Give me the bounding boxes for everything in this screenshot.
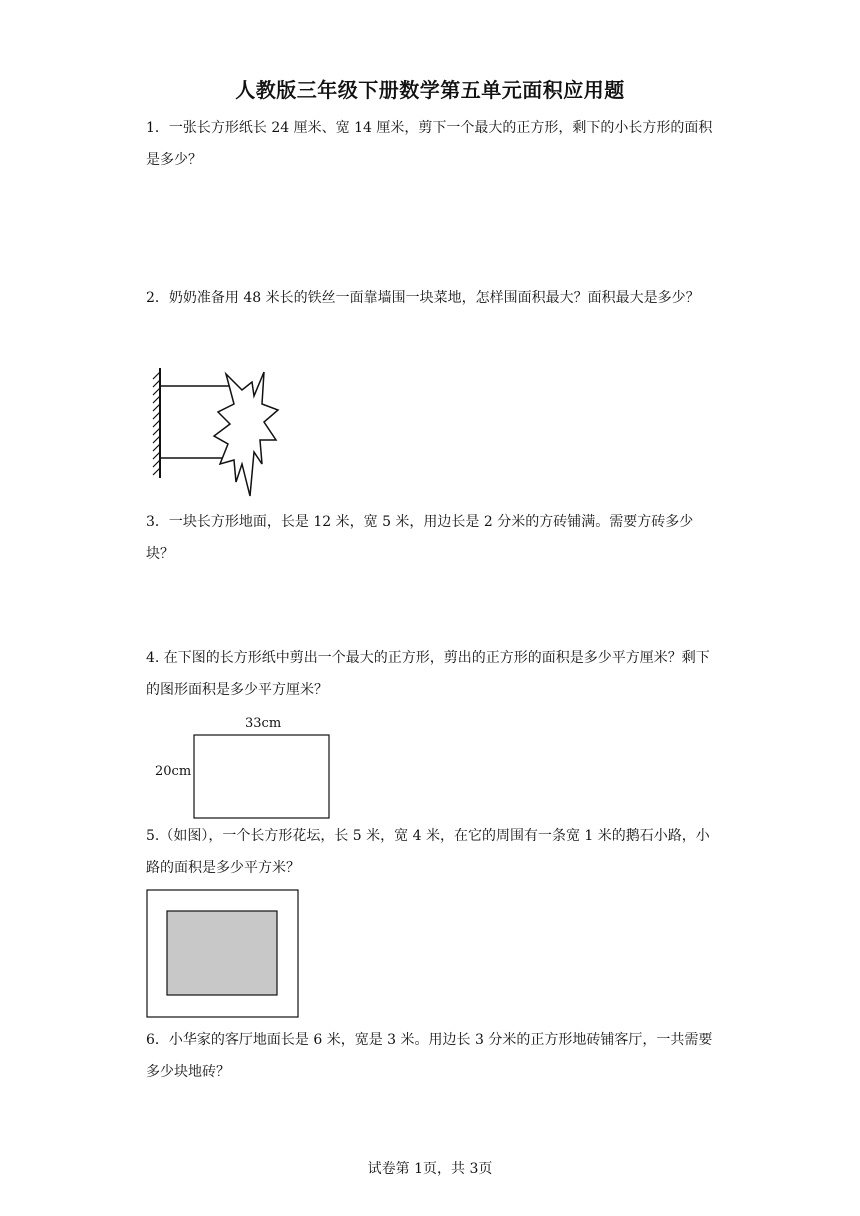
question-5: 5.（如图），一个长方形花坛，长 5 米，宽 4 米，在它的周围有一条宽 1 米的鹅石小路，小路的面积是多少平方米？: [146, 828, 710, 876]
jagged-break-shape: [214, 372, 278, 496]
question-2: 2．奶奶准备用 48 米长的铁丝一面靠墙围一块菜地，怎样围面积最大？面积最大是多少？: [146, 290, 700, 306]
wall-line: [153, 368, 160, 478]
page-footer: 试卷第 1页，共 3页: [367, 1161, 493, 1177]
question-4: 4. 在下图的长方形纸中剪出一个最大的正方形，剪出的正方形的面积是多少平方厘米？剩下的图形面积是多少平方厘米？: [146, 650, 710, 698]
question-3: 3．一块长方形地面，长是 12 米，宽 5 米，用边长是 2 分米的方砖铺满。需要方砖多少块？: [146, 514, 694, 562]
figure-wall-garden: [140, 360, 300, 500]
width-label: 33cm: [245, 716, 282, 731]
question-1: 1．一张长方形纸长 24 厘米、宽 14 厘米，剪下一个最大的正方形，剩下的小长方形的面积是多少？: [146, 120, 713, 168]
question-6: 6．小华家的客厅地面长是 6 米，宽是 3 米。用边长 3 分米的正方形地砖铺客厅，一共需要多少块地砖？: [146, 1032, 713, 1080]
flower-bed-figure: [146, 889, 300, 1019]
rectangle-figure: [193, 734, 331, 820]
inner-bed-rect: [167, 911, 277, 995]
page-title: 人教版三年级下册数学第五单元面积应用题: [235, 78, 625, 102]
height-label: 20cm: [155, 764, 192, 779]
